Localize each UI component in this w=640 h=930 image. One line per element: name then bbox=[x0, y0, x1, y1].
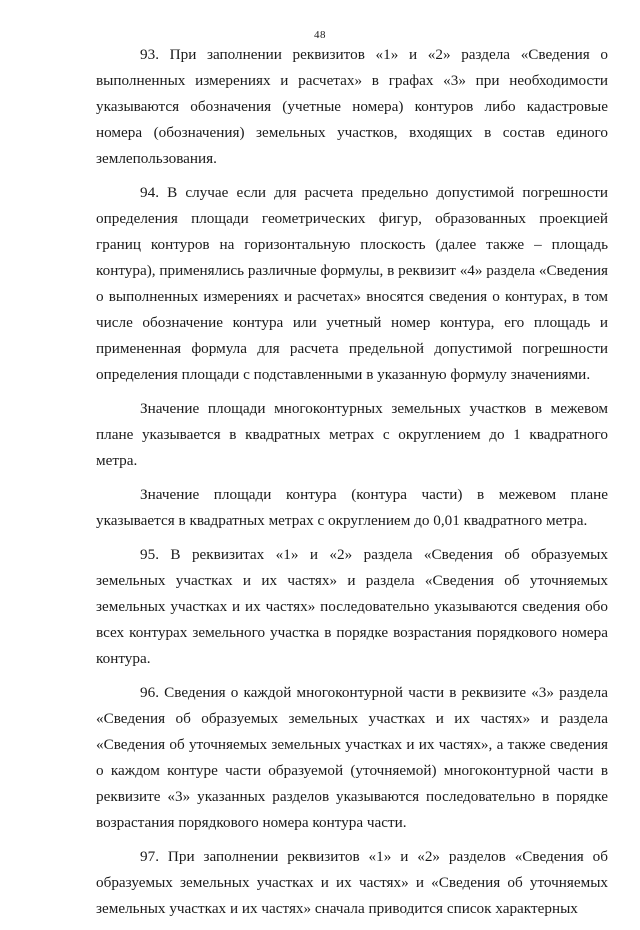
paragraph-96: 96. Сведения о каждой многоконтурной части в реквизите «3» раздела «Сведения об образуемых земельных участках и их частях» и раздела «Сведения об уточняемых земельных участках и их частях», а также сведения о каждом контуре части образуемой (уточняемой) многоконтурной части в реквизите «3» указанных разделов указываются последовательно в порядке возрастания порядкового номера контура части. bbox=[96, 684, 608, 831]
paragraph-area-multicontour: Значение площади многоконтурных земельных участков в межевом плане указывается в квадратных метрах с округлением до 1 квадратного метра. bbox=[96, 400, 608, 469]
paragraph-area-contour: Значение площади контура (контура части) в межевом плане указывается в квадратных метрах с округлением до 0,01 квадратного метра. bbox=[96, 486, 608, 529]
paragraph-94: 94. В случае если для расчета предельно допустимой погрешности определения площади геометрических фигур, образованных проекцией границ контуров на горизонтальную плоскость (далее также – площадь контура), применялись различные формулы, в реквизит «4» раздела «Сведения о выполненных измерениях и расчетах» вносятся сведения о контурах, в том числе обозначение контура или учетный номер контура, его площадь и примененная формула для расчета предельной допустимой погрешности определения площади с подставленными в указанную формулу значениями. bbox=[96, 184, 608, 383]
paragraph-95: 95. В реквизитах «1» и «2» раздела «Сведения об образуемых земельных участках и их частях» и раздела «Сведения об уточняемых земельных участках и их частях» последовательно указываются сведения обо всех контурах земельного участка в порядке возрастания порядкового номера контура. bbox=[96, 546, 608, 667]
paragraph-93: 93. При заполнении реквизитов «1» и «2» раздела «Сведения о выполненных измерениях и расчетах» в графах «3» при необходимости указываются обозначения (учетные номера) контуров либо кадастровые номера (обозначения) земельных участков, входящих в состав единого землепользования. bbox=[96, 46, 608, 167]
page-number: 48 bbox=[314, 29, 326, 41]
document-body bbox=[96, 42, 608, 930]
paragraph-97: 97. При заполнении реквизитов «1» и «2» разделов «Сведения об образуемых земельных участках и их частях» и «Сведения об уточняемых земельных участках и их частях» сначала приводится список характерных bbox=[96, 848, 608, 917]
